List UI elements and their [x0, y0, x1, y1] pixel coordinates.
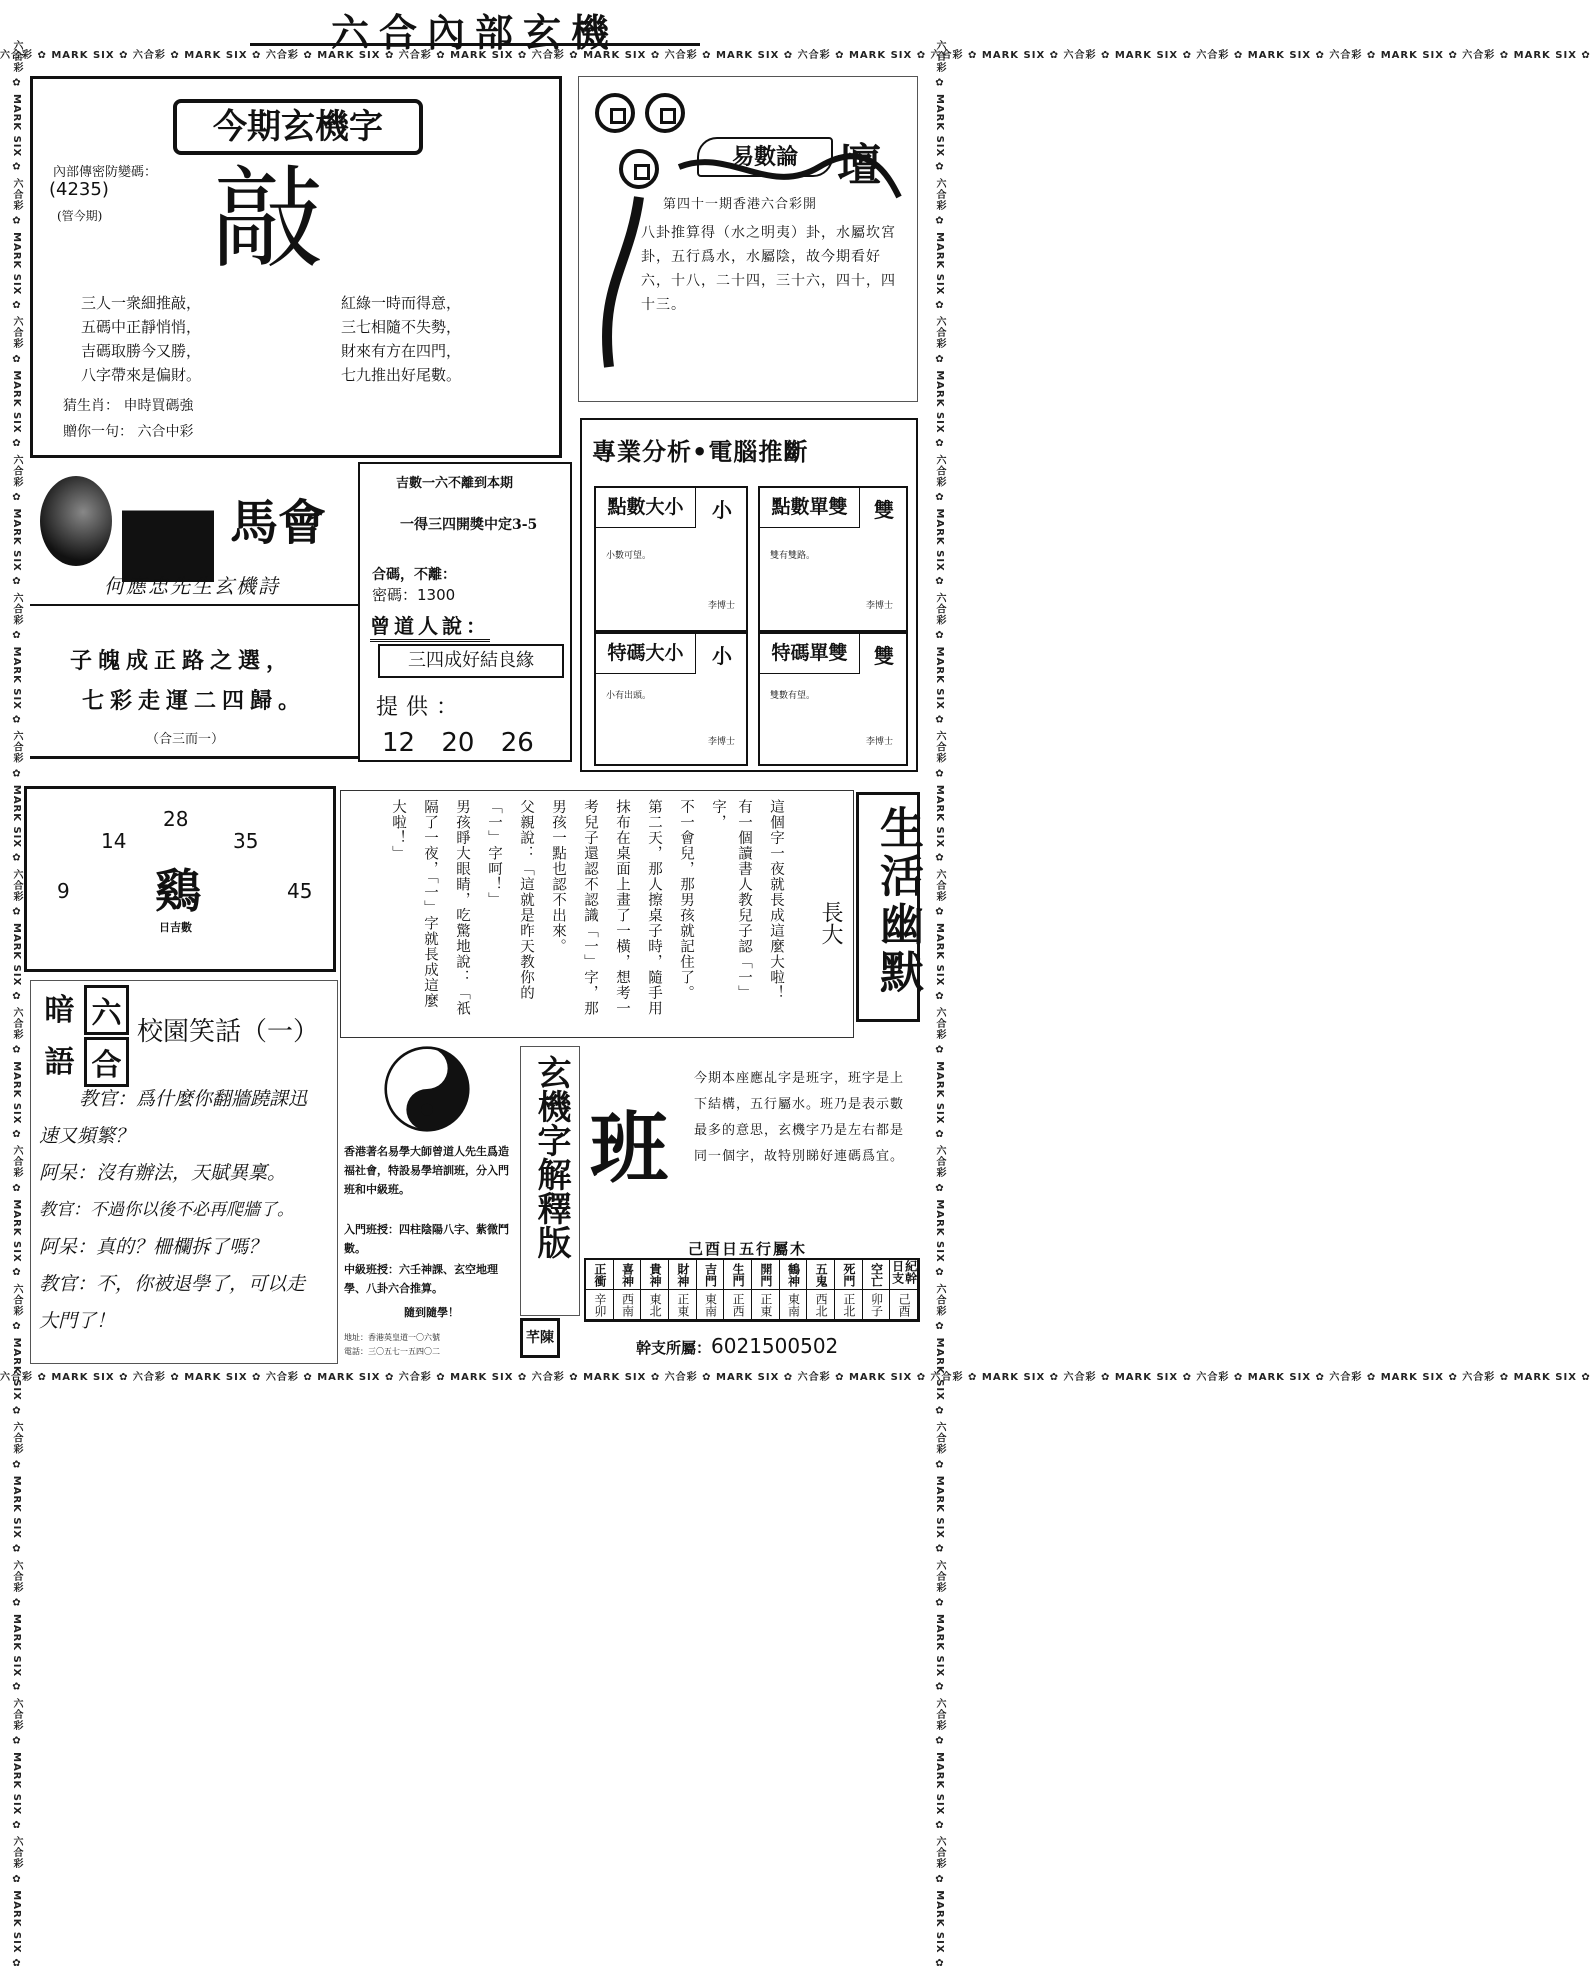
horse-subtitle: 何應忠先生玄機詩	[104, 574, 280, 598]
badge-char: 語	[44, 1045, 75, 1080]
school-badge	[37, 985, 129, 1083]
lucky-number: 35	[233, 829, 259, 853]
master-welcome: 隨到隨學！	[404, 1306, 459, 1319]
humor-column: 父親說：「這就是昨天教你的	[518, 799, 534, 1001]
lucky-box	[24, 786, 336, 972]
analysis-box	[580, 418, 918, 772]
table-header-cell: 財神	[669, 1260, 697, 1290]
poem-line: 三人一衆細推敲，	[81, 294, 202, 312]
cell-note: 雙有雙路。	[770, 551, 816, 561]
humor-subtitle: 長大	[818, 901, 843, 945]
middle-line-1: 吉數一六不離到本期	[396, 476, 514, 491]
table-cell: 正東	[752, 1290, 780, 1320]
number: 26	[500, 728, 534, 758]
humor-box	[340, 790, 854, 1038]
master-phone: 電話：三〇五七一五四〇二	[344, 1347, 440, 1356]
school-line: 阿呆：真的？柵欄拆了嗎？	[39, 1236, 268, 1258]
explain-vertical-box	[520, 1046, 580, 1316]
master-mid: 中級班授：六壬神課、玄空地理學、八卦六合推算。	[344, 1263, 498, 1295]
cell-note: 小數可望。	[606, 551, 652, 561]
table-header-cell: 空亡	[863, 1260, 891, 1290]
day-table	[584, 1258, 920, 1322]
table-cell: 東北	[641, 1290, 669, 1320]
poem-line: 八字帶來是偏財。	[81, 366, 202, 384]
horse-note: （合三而一）	[146, 732, 225, 747]
lucky-number: 14	[101, 829, 127, 853]
school-title: 校園笑話（一）	[137, 1017, 320, 1047]
table-cell: 辛卯	[586, 1290, 614, 1320]
school-line: 阿呆：沒有辦法，天賦異稟。	[39, 1162, 287, 1184]
number: 12	[382, 728, 416, 758]
analysis-title: 專業分析•電腦推斷	[592, 438, 809, 466]
humor-columns	[385, 799, 789, 1029]
table-header-cell: 喜神	[614, 1260, 642, 1290]
master-address: 地址：香港英皇道一〇六號	[344, 1333, 440, 1342]
table-cell: 東南	[697, 1290, 725, 1320]
cell-label: 點數單雙	[760, 488, 860, 528]
right-strip: 六合彩 ✿ MARK SIX ✿ 六合彩 ✿ MARK SIX ✿ 六合彩 ✿ MARK SIX ✿ 六合彩 ✿ MARK SIX ✿ 六合彩 ✿ MARK SIX ✿ 六合彩 ✿ MARK SIX ✿ 六合彩 ✿ MARK SIX ✿ 六合彩 ✿ MARK SIX ✿ 六合彩 ✿ MARK SIX ✿ 六合彩 ✿ MARK SIX ✿ 六合彩 ✿ MARK SIX ✿ 六合彩 ✿ MARK SIX ✿ 六合彩 ✿ MARK SIX ✿ 六合彩 ✿ MARK SIX ✿	[934, 40, 945, 1970]
middle-line-2: 一得三四開獎中定3-5	[400, 517, 538, 533]
table-cell: 正西	[724, 1290, 752, 1320]
cell-sign: 李博士	[866, 737, 894, 747]
school-line: 大門了！	[39, 1310, 116, 1332]
cell-value: 小	[712, 498, 732, 522]
humor-column: 大啦！」	[390, 799, 406, 861]
guess-zodiac: 猜生肖： 申時買碼強	[63, 398, 194, 414]
cell-sign: 李博士	[708, 737, 736, 747]
poem-line: 五碼中正靜悄悄，	[81, 318, 202, 336]
master-entry: 入門班授：四柱陰陽八字、紫微鬥數。	[344, 1223, 509, 1255]
humor-column: 這個字一夜就長成這麼大啦！	[768, 799, 784, 1001]
left-strip: 六合彩 ✿ MARK SIX ✿ 六合彩 ✿ MARK SIX ✿ 六合彩 ✿ MARK SIX ✿ 六合彩 ✿ MARK SIX ✿ 六合彩 ✿ MARK SIX ✿ 六合彩 ✿ MARK SIX ✿ 六合彩 ✿ MARK SIX ✿ 六合彩 ✿ MARK SIX ✿ 六合彩 ✿ MARK SIX ✿ 六合彩 ✿ MARK SIX ✿ 六合彩 ✿ MARK SIX ✿ 六合彩 ✿ MARK SIX ✿ 六合彩 ✿ MARK SIX ✿ 六合彩 ✿ MARK SIX ✿	[11, 40, 22, 1970]
humor-column: 不一會兒，那男孩就記住了。	[678, 799, 694, 1001]
cell-value: 雙	[874, 644, 894, 668]
big-word: 敲	[213, 155, 323, 283]
poem-line: 吉碼取勝今又勝，	[81, 342, 202, 360]
horse-bottom-rule	[30, 756, 360, 759]
poem-left	[81, 291, 201, 387]
yishu-title-big: 壇	[837, 140, 881, 191]
school-line: 速又頻繁？	[39, 1125, 135, 1147]
table-cell: 正東	[669, 1290, 697, 1320]
school-line: 教官：不，你被退學了，可以走	[39, 1273, 306, 1295]
humor-column: 男孩一點也認不出來。	[550, 799, 566, 954]
lucky-number: 28	[163, 807, 189, 831]
school-box	[30, 980, 338, 1364]
top-strip: 六合彩 ✿ MARK SIX ✿ 六合彩 ✿ MARK SIX ✿ 六合彩 ✿ MARK SIX ✿ 六合彩 ✿ MARK SIX ✿ 六合彩 ✿ MARK SIX ✿ 六合彩 ✿ MARK SIX ✿ 六合彩 ✿ MARK SIX ✿ 六合彩 ✿ MARK SIX ✿ 六合彩 ✿ MARK SIX ✿ 六合彩 ✿ MARK SIX ✿ 六合彩 ✿ MARK SIX ✿ 六合彩 ✿ MARK SIX ✿	[0, 50, 1591, 61]
middle-box	[358, 462, 572, 762]
seal-text: 芊陳	[526, 1330, 554, 1346]
poem-line: 財來有方在四門，	[341, 342, 462, 360]
master-ad	[344, 1042, 514, 1364]
humor-column: 「一」字呵！」	[486, 799, 502, 908]
humor-title-box	[856, 792, 923, 1022]
cell-label: 點數大小	[596, 488, 696, 528]
provide-label: 提供：	[376, 695, 467, 720]
badge-char: 合	[84, 1037, 129, 1087]
humor-column: 抹布在桌面上畫了一橫，想考一	[614, 799, 630, 1016]
school-line: 教官：不過你以後不必再爬牆了。	[39, 1200, 294, 1220]
analysis-cell	[594, 632, 748, 766]
yishu-box	[578, 76, 918, 402]
table-cell: 己酉	[890, 1290, 918, 1320]
ganzhi	[636, 1334, 838, 1358]
cell-note: 雙數有望。	[770, 691, 816, 701]
table-cell: 正北	[835, 1290, 863, 1320]
cell-sign: 李博士	[866, 601, 894, 611]
coin-icon	[595, 93, 635, 133]
table-header-cell: 生門	[724, 1260, 752, 1290]
humor-column: 隔了一夜，「一」字就長成這麼	[422, 799, 438, 1009]
horse-logo-icon	[40, 476, 112, 566]
horse-name: 馬會	[230, 495, 327, 551]
portrait-image	[122, 472, 214, 582]
table-cell: 卯子	[863, 1290, 891, 1320]
bottom-strip: 六合彩 ✿ MARK SIX ✿ 六合彩 ✿ MARK SIX ✿ 六合彩 ✿ MARK SIX ✿ 六合彩 ✿ MARK SIX ✿ 六合彩 ✿ MARK SIX ✿ 六合彩 ✿ MARK SIX ✿ 六合彩 ✿ MARK SIX ✿ 六合彩 ✿ MARK SIX ✿ 六合彩 ✿ MARK SIX ✿ 六合彩 ✿ MARK SIX ✿ 六合彩 ✿ MARK SIX ✿ 六合彩 ✿ MARK SIX ✿	[0, 1372, 1591, 1383]
table-header-cell: 吉門	[697, 1260, 725, 1290]
humor-title: 生活幽默	[872, 805, 923, 997]
cell-label: 特碼單雙	[760, 634, 860, 674]
table-header-cell: 開門	[752, 1260, 780, 1290]
provide-numbers	[382, 728, 534, 758]
yishu-text: 八卦推算得（水之明夷）卦，水屬坎宮卦，五行爲水，水屬陰，故今期看好六，十八，二十四，三十六，四十，四十三。	[641, 225, 896, 313]
table-header-cell: 紀幹日支	[890, 1260, 918, 1290]
explain-big-char: 班	[590, 1103, 669, 1194]
lucky-animal: 鷄	[155, 864, 201, 918]
yishu-title: 易數論	[697, 137, 833, 177]
table-cell: 西南	[614, 1290, 642, 1320]
explain-vertical: 玄機字解釋版	[531, 1055, 571, 1259]
day-title: 己酉日五行屬木	[688, 1240, 808, 1258]
table-cell: 東南	[780, 1290, 808, 1320]
gift-line: 贈你一句： 六合中彩	[63, 424, 194, 440]
cell-value: 小	[712, 644, 732, 668]
analysis-cell	[758, 486, 908, 632]
code-value: (4235)	[49, 179, 109, 200]
poem-line: 三七相隨不失勢，	[341, 318, 462, 336]
coin-icon	[645, 93, 685, 133]
monk-title: 曾道人說：	[370, 610, 490, 642]
table-header-cell: 正衝	[586, 1260, 614, 1290]
humor-column: 第二天，那人擦桌子時，隨手用	[646, 799, 662, 1016]
horse-divider	[30, 604, 360, 606]
monk-say: 三四成好結良緣	[378, 644, 564, 678]
number: 20	[441, 728, 475, 758]
humor-column: 考兒子還認不認識「一」字，那	[582, 799, 598, 1016]
secret-value: 1300	[417, 586, 456, 604]
badge-char: 六	[84, 985, 129, 1035]
humor-column: 有一個讀書人教兒子認「一」字，	[710, 799, 752, 1001]
code-note: (管今期)	[57, 209, 103, 223]
table-header-cell: 五鬼	[807, 1260, 835, 1290]
table-cell: 西北	[807, 1290, 835, 1320]
lucky-number: 45	[287, 879, 313, 903]
yishu-issue: 第四十一期香港六合彩開	[663, 197, 818, 212]
cell-sign: 李博士	[708, 601, 736, 611]
code-label: 內部傳密防變碼：	[53, 165, 158, 180]
explain-text: 今期本座應乩字是班字，班字是上下結構，五行屬水。班乃是表示數最多的意思，玄機字乃是左右都是同一個字，故特別睇好連碼爲宜。	[694, 1071, 905, 1164]
cell-label: 特碼大小	[596, 634, 696, 674]
school-lines	[39, 1081, 333, 1340]
horse-line-2: 七彩走運二四歸。	[82, 688, 307, 714]
seal-stamp	[520, 1318, 560, 1358]
lucky-caption: 日吉數	[159, 921, 192, 934]
ganzhi-value: 6021500502	[711, 1334, 839, 1358]
word-box	[30, 76, 562, 458]
table-header-cell: 貴神	[641, 1260, 669, 1290]
table-header-cell: 鶴神	[780, 1260, 808, 1290]
page-title: 六合內部玄機	[250, 2, 700, 46]
poem-line: 紅綠一時而得意，	[341, 294, 462, 312]
word-box-title: 今期玄機字	[173, 99, 423, 155]
master-text: 香港著名易學大師曾道人先生爲造福社會，特設易學培訓班，分入門班和中級班。	[344, 1145, 509, 1196]
humor-column: 男孩睜大眼睛，吃驚地說：「祇	[454, 799, 470, 1016]
yin-yang-icon	[384, 1046, 470, 1132]
horse-line-1: 子魄成正路之選，	[70, 648, 295, 674]
secret-label: 密碼：	[372, 586, 418, 604]
cell-value: 雙	[874, 498, 894, 522]
analysis-cell	[758, 632, 908, 766]
ganzhi-label: 幹支所屬：	[636, 1339, 712, 1357]
badge-char: 暗	[44, 993, 75, 1028]
poem-line: 七九推出好尾數。	[341, 366, 462, 384]
secret-code	[372, 584, 455, 605]
horse-section	[30, 462, 360, 762]
table-header-cell: 死門	[835, 1260, 863, 1290]
cell-note: 小有出頭。	[606, 691, 652, 701]
lucky-number: 9	[57, 879, 70, 903]
analysis-cell	[594, 486, 748, 632]
poem-right	[341, 291, 461, 387]
combo-label: 合碼，不離：	[372, 567, 456, 583]
school-line: 教官：爲什麼你翻牆蹺課迅	[79, 1088, 308, 1110]
